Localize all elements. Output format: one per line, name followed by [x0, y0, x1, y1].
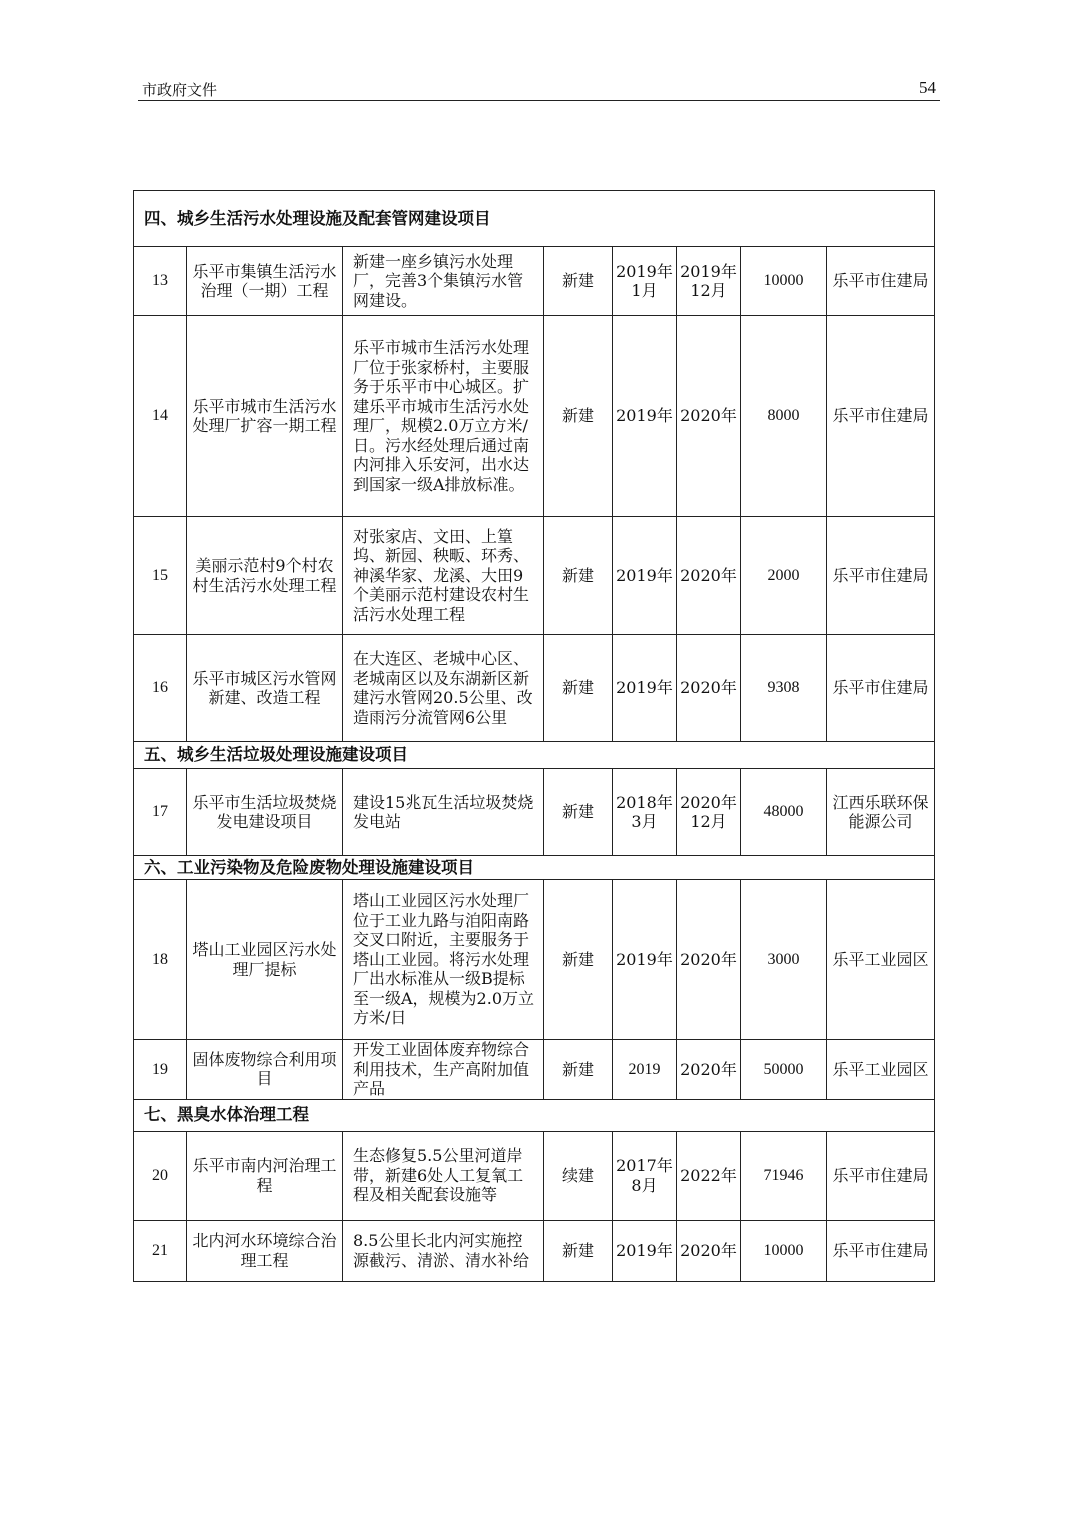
investment: 50000 — [741, 1040, 827, 1100]
section-row — [134, 191, 935, 247]
row-number: 18 — [134, 880, 187, 1040]
start-date: 2019年 — [613, 1220, 677, 1281]
page-header — [138, 78, 940, 101]
section-title: 六、工业污染物及危险废物处理设施建设项目 — [134, 856, 935, 880]
construction-type: 新建 — [544, 880, 613, 1040]
construction-type: 新建 — [544, 1220, 613, 1281]
table-row — [134, 635, 935, 742]
project-content: 乐平市城市生活污水处理厂位于张家桥村，主要服务于乐平市中心城区。扩建乐平市城市生活污水处理厂，规模2.0万立方米/日。污水经处理后通过南内河排入乐安河，出水达到国家一级A排放标准。 — [343, 316, 544, 517]
project-name: 北内河水环境综合治理工程 — [187, 1220, 343, 1281]
project-content: 建设15兆瓦生活垃圾焚烧发电站 — [343, 769, 544, 856]
investment: 71946 — [741, 1131, 827, 1220]
row-number: 16 — [134, 635, 187, 742]
investment: 8000 — [741, 316, 827, 517]
table-row — [134, 247, 935, 316]
table-row — [134, 1131, 935, 1220]
end-date: 2019年12月 — [677, 247, 741, 316]
responsible-unit: 乐平市住建局 — [827, 247, 935, 316]
construction-type: 新建 — [544, 635, 613, 742]
end-date: 2020年12月 — [677, 769, 741, 856]
start-date: 2019年 — [613, 635, 677, 742]
project-content: 新建一座乡镇污水处理厂，完善3个集镇污水管网建设。 — [343, 247, 544, 316]
start-date: 2017年8月 — [613, 1131, 677, 1220]
table-row — [134, 880, 935, 1040]
investment: 2000 — [741, 517, 827, 635]
row-number: 15 — [134, 517, 187, 635]
construction-type: 新建 — [544, 517, 613, 635]
project-content: 在大连区、老城中心区、老城南区以及东湖新区新建污水管网20.5公里、改造雨污分流管网6公里 — [343, 635, 544, 742]
investment: 48000 — [741, 769, 827, 856]
responsible-unit: 乐平工业园区 — [827, 880, 935, 1040]
row-number: 14 — [134, 316, 187, 517]
table-row — [134, 517, 935, 635]
responsible-unit: 乐平市住建局 — [827, 635, 935, 742]
section-row — [134, 742, 935, 769]
responsible-unit: 乐平市住建局 — [827, 1220, 935, 1281]
row-number: 21 — [134, 1220, 187, 1281]
end-date: 2022年 — [677, 1131, 741, 1220]
responsible-unit: 乐平市住建局 — [827, 1131, 935, 1220]
project-content: 生态修复5.5公里河道岸带，新建6处人工复氧工程及相关配套设施等 — [343, 1131, 544, 1220]
responsible-unit: 乐平市住建局 — [827, 517, 935, 635]
project-content: 8.5公里长北内河实施控源截污、清淤、清水补给 — [343, 1220, 544, 1281]
row-number: 20 — [134, 1131, 187, 1220]
responsible-unit: 乐平工业园区 — [827, 1040, 935, 1100]
investment: 10000 — [741, 1220, 827, 1281]
responsible-unit: 江西乐联环保能源公司 — [827, 769, 935, 856]
project-content: 开发工业固体废弃物综合利用技术，生产高附加值产品 — [343, 1040, 544, 1100]
section-title: 七、黑臭水体治理工程 — [134, 1099, 935, 1131]
construction-type: 新建 — [544, 769, 613, 856]
row-number: 13 — [134, 247, 187, 316]
project-name: 乐平市集镇生活污水治理（一期）工程 — [187, 247, 343, 316]
row-number: 19 — [134, 1040, 187, 1100]
end-date: 2020年 — [677, 635, 741, 742]
start-date: 2019年 — [613, 316, 677, 517]
project-name: 塔山工业园区污水处理厂提标 — [187, 880, 343, 1040]
start-date: 2019 — [613, 1040, 677, 1100]
section-title: 四、城乡生活污水处理设施及配套管网建设项目 — [134, 191, 935, 247]
investment: 10000 — [741, 247, 827, 316]
responsible-unit: 乐平市住建局 — [827, 316, 935, 517]
section-row — [134, 856, 935, 880]
project-name: 固体废物综合利用项目 — [187, 1040, 343, 1100]
project-content: 对张家店、文田、上篁坞、新园、秧畈、环秀、神溪华家、龙溪、大田9个美丽示范村建设农村生活污水处理工程 — [343, 517, 544, 635]
end-date: 2020年 — [677, 517, 741, 635]
project-name: 乐平市生活垃圾焚烧发电建设项目 — [187, 769, 343, 856]
end-date: 2020年 — [677, 880, 741, 1040]
start-date: 2019年 — [613, 517, 677, 635]
investment: 9308 — [741, 635, 827, 742]
construction-type: 新建 — [544, 1040, 613, 1100]
project-table — [133, 190, 935, 1282]
construction-type: 新建 — [544, 316, 613, 517]
row-number: 17 — [134, 769, 187, 856]
project-name: 乐平市城区污水管网新建、改造工程 — [187, 635, 343, 742]
end-date: 2020年 — [677, 1040, 741, 1100]
start-date: 2018年3月 — [613, 769, 677, 856]
project-name: 乐平市南内河治理工程 — [187, 1131, 343, 1220]
end-date: 2020年 — [677, 316, 741, 517]
section-row — [134, 1099, 935, 1131]
section-title: 五、城乡生活垃圾处理设施建设项目 — [134, 742, 935, 769]
table-row — [134, 316, 935, 517]
project-content: 塔山工业园区污水处理厂位于工业九路与洎阳南路交叉口附近，主要服务于塔山工业园。将污水处理厂出水标准从一级B提标至一级A，规模为2.0万立方米/日 — [343, 880, 544, 1040]
investment: 3000 — [741, 880, 827, 1040]
construction-type: 续建 — [544, 1131, 613, 1220]
table-row — [134, 769, 935, 856]
start-date: 2019年 — [613, 880, 677, 1040]
start-date: 2019年1月 — [613, 247, 677, 316]
table-row — [134, 1220, 935, 1281]
project-name: 乐平市城市生活污水处理厂扩容一期工程 — [187, 316, 343, 517]
page-number: 54 — [919, 78, 936, 97]
construction-type: 新建 — [544, 247, 613, 316]
document-header-title: 市政府文件 — [142, 81, 218, 99]
table-row — [134, 1040, 935, 1100]
project-name: 美丽示范村9个村农村生活污水处理工程 — [187, 517, 343, 635]
end-date: 2020年 — [677, 1220, 741, 1281]
